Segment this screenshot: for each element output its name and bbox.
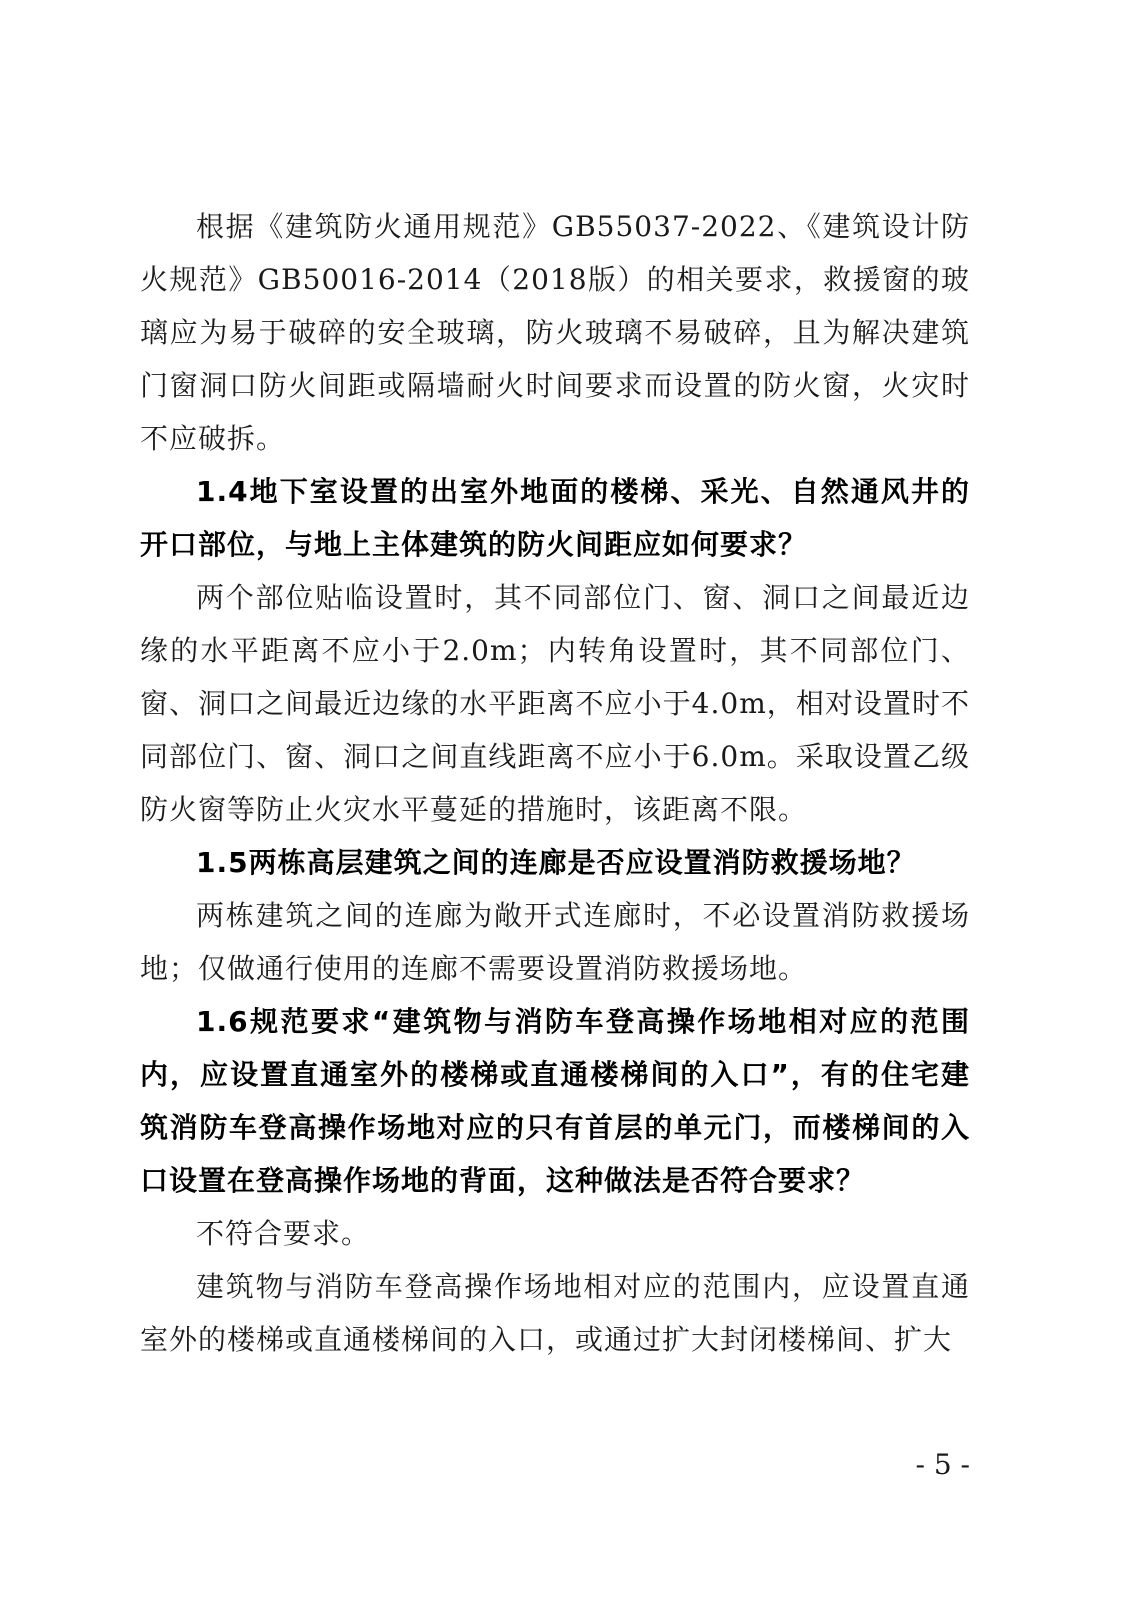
answer-paragraph: 两个部位贴临设置时，其不同部位门、窗、洞口之间最近边缘的水平距离不应小于2.0m；内转角设置时，其不同部位门、窗、洞口之间最近边缘的水平距离不应小于4.0m，相对设置时不同部位门、窗、洞口之间直线距离不应小于6.0m。采取设置乙级防火窗等防止火灾水平蔓延的措施时，该距离不限。 — [140, 581, 970, 826]
question-heading: 1.4地下室设置的出室外地面的楼梯、采光、自然通风井的开口部位，与地上主体建筑的防火间距应如何要求？ — [140, 475, 970, 561]
answer-paragraph: 根据《建筑防火通用规范》GB55037-2022、《建筑设计防火规范》GB50016-2014（2018版）的相关要求，救援窗的玻璃应为易于破碎的安全玻璃，防火玻璃不易破碎，且为解决建筑门窗洞口防火间距或隔墙耐火时间要求而设置的防火窗，火灾时不应破拆。 — [140, 210, 970, 455]
document-body — [140, 200, 970, 1366]
answer-paragraph: 建筑物与消防车登高操作场地相对应的范围内，应设置直通室外的楼梯或直通楼梯间的入口，或通过扩大封闭楼梯间、扩大 — [140, 1270, 970, 1356]
question-heading: 1.5两栋高层建筑之间的连廊是否应设置消防救援场地？ — [196, 846, 916, 879]
answer-paragraph: 两栋建筑之间的连廊为敞开式连廊时，不必设置消防救援场地；仅做通行使用的连廊不需要设置消防救援场地。 — [140, 899, 970, 985]
answer-paragraph: 不符合要求。 — [196, 1217, 371, 1250]
question-heading: 1.6规范要求“建筑物与消防车登高操作场地相对应的范围内，应设置直通室外的楼梯或直通楼梯间的入口”，有的住宅建筑消防车登高操作场地对应的只有首层的单元门，而楼梯间的入口设置在登高操作场地的背面，这种做法是否符合要求？ — [140, 1005, 970, 1197]
page-number: - 5 - — [915, 1448, 970, 1481]
